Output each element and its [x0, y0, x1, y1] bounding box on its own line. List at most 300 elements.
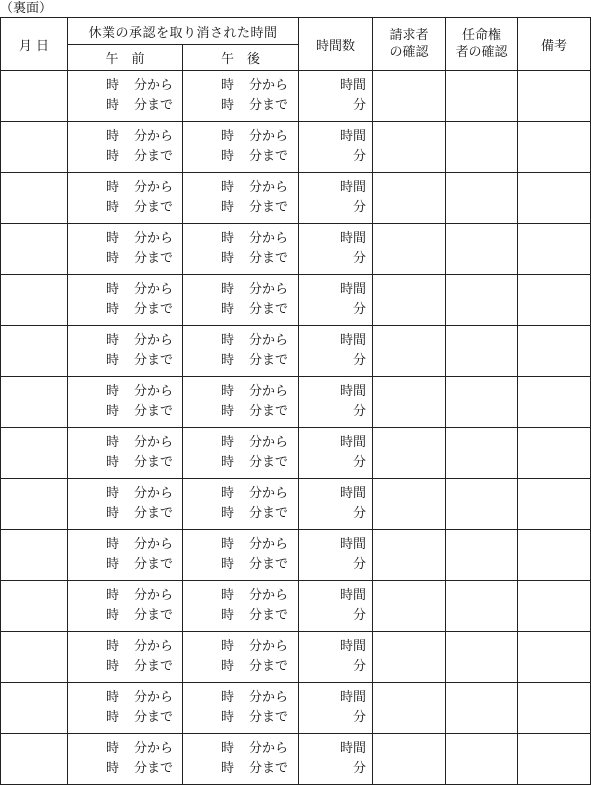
to-label: 分まで [134, 404, 174, 419]
appointer-check-cell[interactable] [446, 428, 518, 479]
hour-label: 時 [221, 231, 235, 246]
hour-label: 時 [221, 710, 235, 725]
minutes-unit-label: 分 [353, 710, 367, 725]
hour-label: 時 [221, 384, 235, 399]
to-label: 分まで [249, 98, 289, 113]
requester-check-cell[interactable] [373, 224, 446, 275]
am-time-cell[interactable] [68, 71, 183, 122]
date-cell[interactable] [1, 71, 68, 122]
pm-time-cell[interactable] [183, 428, 299, 479]
remarks-cell[interactable] [518, 122, 591, 173]
am-to-line [68, 402, 182, 422]
to-label: 分まで [134, 353, 174, 368]
am-time-cell[interactable] [68, 632, 183, 683]
remarks-cell[interactable] [518, 173, 591, 224]
from-label: 分から [134, 537, 174, 552]
pm-to-line [183, 708, 298, 728]
hour-label: 時 [106, 129, 120, 144]
from-label: 分から [249, 435, 289, 450]
to-label: 分まで [134, 302, 174, 317]
am-time-cell[interactable] [68, 530, 183, 581]
am-to-line [68, 504, 182, 524]
from-label: 分から [134, 435, 174, 450]
hour-label: 時 [221, 149, 235, 164]
hours-unit-label: 時間 [340, 741, 367, 756]
appointer-check-cell[interactable] [446, 224, 518, 275]
pm-from-line [183, 535, 298, 555]
date-cell[interactable] [1, 326, 68, 377]
pm-time-cell[interactable] [183, 224, 299, 275]
minutes-unit-label: 分 [353, 149, 367, 164]
hours-unit-label: 時間 [340, 78, 367, 93]
to-label: 分まで [249, 710, 289, 725]
am-from-line [68, 739, 182, 759]
am-to-line [68, 555, 182, 575]
hour-label: 時 [106, 282, 120, 297]
pm-to-line [183, 555, 298, 575]
table-row [1, 632, 591, 683]
pm-to-line [183, 249, 298, 269]
hour-label: 時 [106, 353, 120, 368]
pm-time-cell[interactable] [183, 377, 299, 428]
requester-check-cell[interactable] [373, 479, 446, 530]
hours-count-cell[interactable] [299, 428, 373, 479]
pm-to-line [183, 351, 298, 371]
remarks-cell[interactable] [518, 632, 591, 683]
remarks-cell[interactable] [518, 275, 591, 326]
hour-label: 時 [221, 455, 235, 470]
hour-label: 時 [106, 149, 120, 164]
remarks-cell[interactable] [518, 530, 591, 581]
appointer-check-cell[interactable] [446, 632, 518, 683]
hour-label: 時 [106, 506, 120, 521]
from-label: 分から [249, 129, 289, 144]
appointer-check-cell[interactable] [446, 377, 518, 428]
hours-header: 時間数 [299, 18, 373, 71]
pm-from-line [183, 484, 298, 504]
hours-count-cell[interactable] [299, 479, 373, 530]
date-cell[interactable] [1, 173, 68, 224]
appointer-check-cell[interactable] [446, 275, 518, 326]
hour-label: 時 [221, 761, 235, 776]
from-label: 分から [134, 741, 174, 756]
to-label: 分まで [249, 506, 289, 521]
to-label: 分まで [249, 149, 289, 164]
requester-check-cell[interactable] [373, 71, 446, 122]
hour-label: 時 [106, 557, 120, 572]
hour-label: 時 [106, 537, 120, 552]
pm-time-cell[interactable] [183, 275, 299, 326]
appointer-check-cell[interactable] [446, 173, 518, 224]
hour-label: 時 [221, 557, 235, 572]
to-label: 分まで [134, 98, 174, 113]
hour-label: 時 [106, 608, 120, 623]
am-from-line [68, 535, 182, 555]
hour-label: 時 [106, 588, 120, 603]
am-to-line [68, 198, 182, 218]
hours-unit-label: 時間 [340, 384, 367, 399]
from-label: 分から [249, 486, 289, 501]
to-label: 分まで [249, 761, 289, 776]
to-label: 分まで [249, 608, 289, 623]
am-from-line [68, 127, 182, 147]
am-time-cell[interactable] [68, 377, 183, 428]
hours-count-cell[interactable] [299, 530, 373, 581]
am-to-line [68, 249, 182, 269]
am-header: 午 前 [68, 45, 183, 71]
am-time-cell[interactable] [68, 122, 183, 173]
date-cell[interactable] [1, 428, 68, 479]
date-cell[interactable] [1, 734, 68, 785]
remarks-header: 備考 [518, 18, 591, 71]
remarks-cell[interactable] [518, 224, 591, 275]
pm-to-line [183, 504, 298, 524]
from-label: 分から [249, 741, 289, 756]
hours-count-cell[interactable] [299, 683, 373, 734]
remarks-cell[interactable] [518, 734, 591, 785]
hours-unit-label: 時間 [340, 231, 367, 246]
remarks-cell[interactable] [518, 479, 591, 530]
date-cell[interactable] [1, 377, 68, 428]
hour-label: 時 [221, 506, 235, 521]
pm-time-cell[interactable] [183, 326, 299, 377]
from-label: 分から [134, 588, 174, 603]
from-label: 分から [134, 180, 174, 195]
to-label: 分まで [134, 608, 174, 623]
am-time-cell[interactable] [68, 326, 183, 377]
pm-from-line [183, 76, 298, 96]
hour-label: 時 [221, 588, 235, 603]
requester-check-header [373, 18, 446, 71]
minutes-unit-label: 分 [353, 404, 367, 419]
requester-check-cell[interactable] [373, 581, 446, 632]
hour-label: 時 [106, 384, 120, 399]
am-to-line [68, 300, 182, 320]
remarks-cell[interactable] [518, 377, 591, 428]
hour-label: 時 [221, 690, 235, 705]
requester-check-cell[interactable] [373, 173, 446, 224]
pm-time-cell[interactable] [183, 581, 299, 632]
hour-label: 時 [106, 302, 120, 317]
pm-to-line [183, 453, 298, 473]
am-from-line [68, 586, 182, 606]
appointer-check-cell[interactable] [446, 581, 518, 632]
pm-to-line [183, 606, 298, 626]
hour-label: 時 [221, 537, 235, 552]
pm-from-line [183, 229, 298, 249]
from-label: 分から [249, 333, 289, 348]
am-to-line [68, 708, 182, 728]
hour-label: 時 [106, 180, 120, 195]
pm-from-line [183, 739, 298, 759]
table-row [1, 530, 591, 581]
hour-label: 時 [106, 333, 120, 348]
from-label: 分から [249, 690, 289, 705]
appointer-check-line-2: 者の確認 [455, 45, 508, 60]
hour-label: 時 [221, 404, 235, 419]
pm-to-line [183, 402, 298, 422]
appointer-check-cell[interactable] [446, 479, 518, 530]
from-label: 分から [134, 129, 174, 144]
date-cell[interactable] [1, 530, 68, 581]
requester-check-cell[interactable] [373, 530, 446, 581]
from-label: 分から [249, 231, 289, 246]
am-time-cell[interactable] [68, 428, 183, 479]
requester-check-cell[interactable] [373, 122, 446, 173]
hour-label: 時 [106, 78, 120, 93]
hours-count-cell[interactable] [299, 377, 373, 428]
to-label: 分まで [249, 200, 289, 215]
minutes-unit-label: 分 [353, 98, 367, 113]
pm-from-line [183, 433, 298, 453]
minutes-unit-label: 分 [353, 200, 367, 215]
hours-count-cell[interactable] [299, 173, 373, 224]
hour-label: 時 [221, 741, 235, 756]
requester-check-line-1: 請求者 [389, 28, 429, 43]
table-row [1, 173, 591, 224]
pm-to-line [183, 759, 298, 779]
hours-count-cell[interactable] [299, 581, 373, 632]
table-row [1, 581, 591, 632]
from-label: 分から [134, 384, 174, 399]
table-row [1, 122, 591, 173]
hour-label: 時 [106, 659, 120, 674]
am-to-line [68, 351, 182, 371]
requester-check-cell[interactable] [373, 632, 446, 683]
hour-label: 時 [106, 455, 120, 470]
pm-time-cell[interactable] [183, 479, 299, 530]
am-from-line [68, 178, 182, 198]
from-label: 分から [134, 282, 174, 297]
pm-time-cell[interactable] [183, 734, 299, 785]
to-label: 分まで [134, 251, 174, 266]
am-time-cell[interactable] [68, 683, 183, 734]
am-from-line [68, 76, 182, 96]
from-label: 分から [134, 690, 174, 705]
date-cell[interactable] [1, 224, 68, 275]
minutes-unit-label: 分 [353, 659, 367, 674]
am-from-line [68, 331, 182, 351]
to-label: 分まで [134, 149, 174, 164]
requester-check-line-2: の確認 [389, 45, 429, 60]
date-cell[interactable] [1, 683, 68, 734]
appointer-check-cell[interactable] [446, 530, 518, 581]
from-label: 分から [249, 588, 289, 603]
from-label: 分から [249, 537, 289, 552]
from-label: 分から [134, 78, 174, 93]
hour-label: 時 [106, 435, 120, 450]
pm-time-cell[interactable] [183, 122, 299, 173]
to-label: 分まで [249, 659, 289, 674]
hour-label: 時 [221, 639, 235, 654]
remarks-cell[interactable] [518, 683, 591, 734]
to-label: 分まで [134, 506, 174, 521]
minutes-unit-label: 分 [353, 455, 367, 470]
minutes-unit-label: 分 [353, 506, 367, 521]
am-time-cell[interactable] [68, 224, 183, 275]
pm-time-cell[interactable] [183, 632, 299, 683]
table-row [1, 734, 591, 785]
hour-label: 時 [221, 353, 235, 368]
remarks-cell[interactable] [518, 428, 591, 479]
hours-unit-label: 時間 [340, 639, 367, 654]
date-cell[interactable] [1, 632, 68, 683]
requester-check-cell[interactable] [373, 377, 446, 428]
pm-from-line [183, 127, 298, 147]
table-row [1, 479, 591, 530]
hour-label: 時 [106, 710, 120, 725]
hour-label: 時 [106, 251, 120, 266]
appointer-check-header [446, 18, 518, 71]
pm-to-line [183, 198, 298, 218]
hour-label: 時 [106, 741, 120, 756]
hours-count-cell[interactable] [299, 122, 373, 173]
hour-label: 時 [106, 761, 120, 776]
pm-from-line [183, 688, 298, 708]
hour-label: 時 [221, 486, 235, 501]
am-from-line [68, 688, 182, 708]
am-from-line [68, 382, 182, 402]
am-to-line [68, 759, 182, 779]
am-time-cell[interactable] [68, 479, 183, 530]
am-time-cell[interactable] [68, 734, 183, 785]
table-row [1, 275, 591, 326]
hours-unit-label: 時間 [340, 129, 367, 144]
am-to-line [68, 147, 182, 167]
from-label: 分から [134, 486, 174, 501]
from-label: 分から [249, 78, 289, 93]
to-label: 分まで [134, 557, 174, 572]
hour-label: 時 [221, 180, 235, 195]
appointer-check-cell[interactable] [446, 734, 518, 785]
am-time-cell[interactable] [68, 275, 183, 326]
requester-check-cell[interactable] [373, 428, 446, 479]
requester-check-cell[interactable] [373, 734, 446, 785]
table-row [1, 683, 591, 734]
hours-unit-label: 時間 [340, 588, 367, 603]
to-label: 分まで [249, 251, 289, 266]
appointer-check-cell[interactable] [446, 683, 518, 734]
am-time-cell[interactable] [68, 173, 183, 224]
hours-count-cell[interactable] [299, 734, 373, 785]
remarks-cell[interactable] [518, 326, 591, 377]
pm-time-cell[interactable] [183, 173, 299, 224]
hour-label: 時 [221, 98, 235, 113]
leave-cancellation-table [0, 17, 591, 785]
am-to-line [68, 606, 182, 626]
to-label: 分まで [249, 455, 289, 470]
pm-time-cell[interactable] [183, 530, 299, 581]
hour-label: 時 [106, 98, 120, 113]
requester-check-cell[interactable] [373, 275, 446, 326]
hours-count-cell[interactable] [299, 275, 373, 326]
am-to-line [68, 657, 182, 677]
am-from-line [68, 637, 182, 657]
appointer-check-line-1: 任命権 [462, 28, 502, 43]
hours-count-cell[interactable] [299, 224, 373, 275]
from-label: 分から [249, 639, 289, 654]
minutes-unit-label: 分 [353, 761, 367, 776]
date-cell[interactable] [1, 581, 68, 632]
hour-label: 時 [221, 302, 235, 317]
hours-unit-label: 時間 [340, 537, 367, 552]
date-cell[interactable] [1, 275, 68, 326]
am-from-line [68, 484, 182, 504]
hours-unit-label: 時間 [340, 486, 367, 501]
hour-label: 時 [221, 333, 235, 348]
table-row [1, 428, 591, 479]
from-label: 分から [249, 384, 289, 399]
pm-from-line [183, 637, 298, 657]
date-header: 月 日 [1, 18, 68, 71]
am-time-cell[interactable] [68, 581, 183, 632]
table-row [1, 377, 591, 428]
pm-from-line [183, 178, 298, 198]
minutes-unit-label: 分 [353, 608, 367, 623]
from-label: 分から [134, 333, 174, 348]
hour-label: 時 [221, 129, 235, 144]
remarks-cell[interactable] [518, 581, 591, 632]
hours-count-cell[interactable] [299, 71, 373, 122]
requester-check-cell[interactable] [373, 326, 446, 377]
hour-label: 時 [221, 200, 235, 215]
requester-check-cell[interactable] [373, 683, 446, 734]
minutes-unit-label: 分 [353, 353, 367, 368]
am-from-line [68, 433, 182, 453]
pm-from-line [183, 382, 298, 402]
from-label: 分から [249, 282, 289, 297]
minutes-unit-label: 分 [353, 302, 367, 317]
hours-unit-label: 時間 [340, 435, 367, 450]
date-cell[interactable] [1, 122, 68, 173]
hours-unit-label: 時間 [340, 690, 367, 705]
to-label: 分まで [134, 200, 174, 215]
pm-from-line [183, 280, 298, 300]
pm-to-line [183, 147, 298, 167]
hours-unit-label: 時間 [340, 282, 367, 297]
appointer-check-cell[interactable] [446, 71, 518, 122]
hour-label: 時 [221, 251, 235, 266]
hours-unit-label: 時間 [340, 180, 367, 195]
pm-time-cell[interactable] [183, 683, 299, 734]
hour-label: 時 [221, 282, 235, 297]
pm-to-line [183, 300, 298, 320]
am-from-line [68, 280, 182, 300]
from-label: 分から [134, 231, 174, 246]
hour-label: 時 [106, 404, 120, 419]
pm-header: 午 後 [183, 45, 299, 71]
to-label: 分まで [249, 302, 289, 317]
am-from-line [68, 229, 182, 249]
remarks-cell[interactable] [518, 71, 591, 122]
date-cell[interactable] [1, 479, 68, 530]
hour-label: 時 [221, 659, 235, 674]
hour-label: 時 [106, 231, 120, 246]
pm-time-cell[interactable] [183, 71, 299, 122]
am-to-line [68, 96, 182, 116]
hours-unit-label: 時間 [340, 333, 367, 348]
hour-label: 時 [221, 435, 235, 450]
appointer-check-cell[interactable] [446, 122, 518, 173]
appointer-check-cell[interactable] [446, 326, 518, 377]
hours-count-cell[interactable] [299, 632, 373, 683]
table-row [1, 224, 591, 275]
to-label: 分まで [249, 353, 289, 368]
minutes-unit-label: 分 [353, 251, 367, 266]
minutes-unit-label: 分 [353, 557, 367, 572]
hours-count-cell[interactable] [299, 326, 373, 377]
to-label: 分まで [134, 761, 174, 776]
